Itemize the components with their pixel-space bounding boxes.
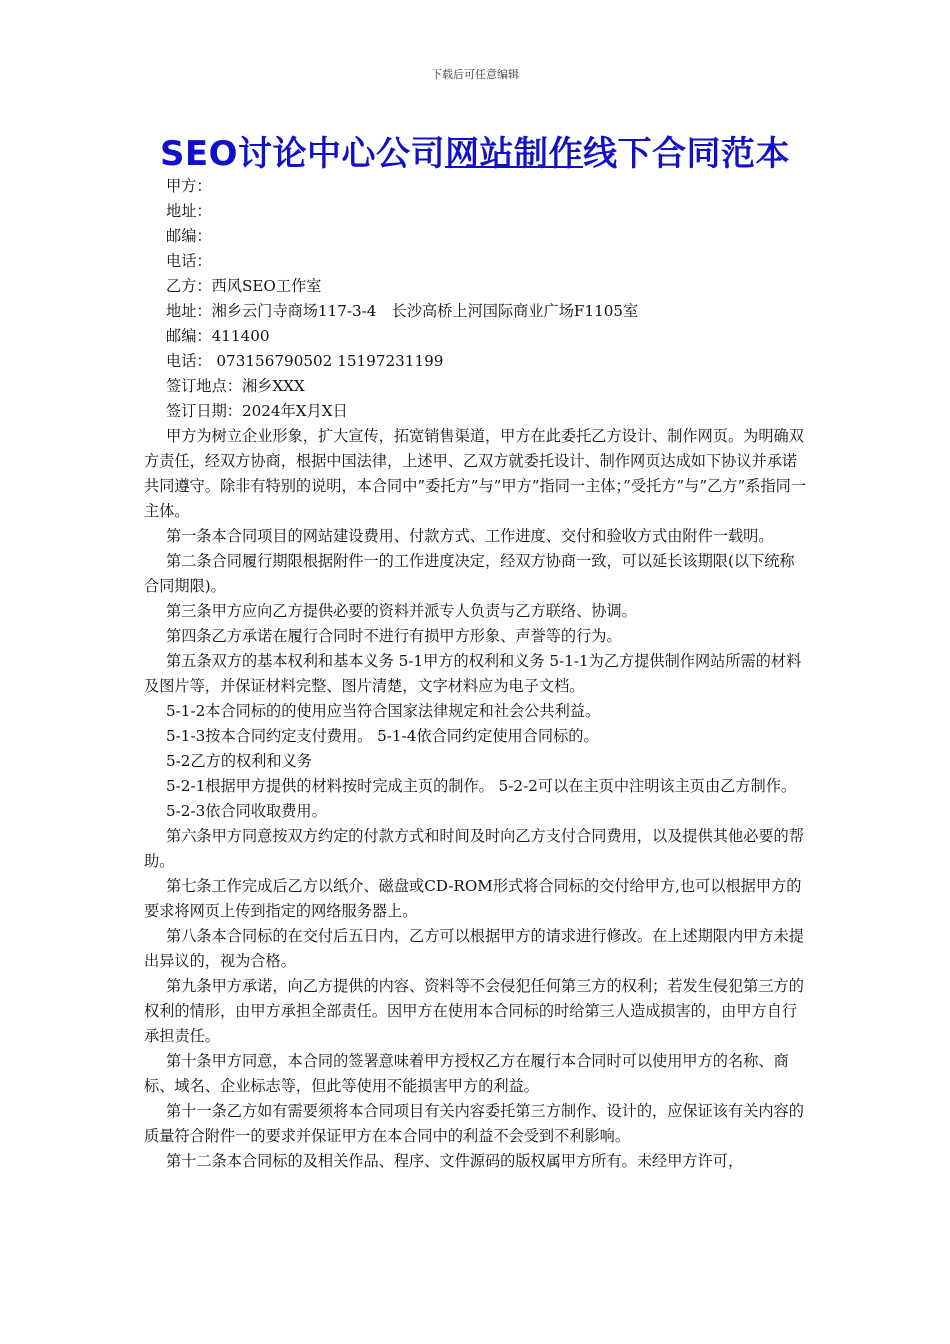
article-2: 第二条合同履行期限根据附件一的工作进度决定，经双方协商一致，可以延长该期限(以下统称合同期限)。 (144, 552, 795, 595)
article-7: 第七条工作完成后乙方以纸介、磁盘或CD-ROM形式将合同标的交付给甲方,也可以根据甲方的要求将网页上传到指定的网络服务器上。 (144, 877, 802, 920)
article-11: 第十一条乙方如有需要须将本合同项目有关内容委托第三方制作、设计的，应保证该有关内容的质量符合附件一的要求并保证甲方在本合同中的利益不会受到不利影响。 (144, 1102, 804, 1145)
article-5: 第五条双方的基本权利和基本义务 5-1甲方的权利和义务 5-1-1为乙方提供制作网站所需的材料及图片等，并保证材料完整、图片清楚，文字材料应为电子文档。 (144, 652, 802, 695)
clause-5-2-1: 5-2-1根据甲方提供的材料按时完成主页的制作。 5-2-2可以在主页中注明该主页由乙方制作。 (166, 777, 797, 795)
clause-5-2: 5-2乙方的权利和义务 (166, 752, 312, 770)
article-10: 第十条甲方同意，本合同的签署意味着甲方授权乙方在履行本合同时可以使用甲方的名称、商标、域名、企业标志等，但此等使用不能损害甲方的利益。 (144, 1052, 789, 1095)
header-note: 下载后可任意编辑 (431, 68, 519, 81)
party-b-name: 乙方：西风SEO工作室 (166, 277, 322, 295)
page-title (0, 126, 950, 175)
party-b-phone: 电话： 073156790502 15197231199 (166, 352, 444, 370)
party-b-address: 地址：湘乡云门寺商场117-3-4 长沙高桥上河国际商业广场F1105室 (166, 302, 639, 320)
article-6: 第六条甲方同意按双方约定的付款方式和时间及时向乙方支付合同费用，以及提供其他必要的帮助。 (144, 827, 804, 870)
party-b-postcode: 邮编：411400 (166, 327, 270, 345)
signing-date: 签订日期：2024年X月X日 (166, 402, 348, 420)
party-a-label: 甲方： (166, 177, 212, 195)
article-8: 第八条本合同标的在交付后五日内，乙方可以根据甲方的请求进行修改。在上述期限内甲方未提出异议的，视为合格。 (144, 927, 804, 970)
article-12: 第十二条本合同标的及相关作品、程序、文件源码的版权属甲方所有。未经甲方许可， (166, 1152, 744, 1170)
title-part-3: 线下合同范本 (583, 134, 791, 174)
article-9: 第九条甲方承诺，向乙方提供的内容、资料等不会侵犯任何第三方的权利；若发生侵犯第三方的权利的情形，由甲方承担全部责任。因甲方在使用本合同标的时给第三人造成损害的，由甲方自行承担责任。 (144, 977, 804, 1045)
article-1: 第一条本合同项目的网站建设费用、付款方式、工作进度、交付和验收方式由附件一载明。 (166, 527, 774, 545)
article-3: 第三条甲方应向乙方提供必要的资料并派专人负责与乙方联络、协调。 (166, 602, 637, 620)
clause-5-2-3: 5-2-3依合同收取费用。 (166, 802, 327, 820)
party-a-address: 地址： (166, 202, 212, 220)
title-link-website-making[interactable]: 网站制作 (445, 134, 584, 174)
party-a-phone: 电话： (166, 252, 212, 270)
contract-body (144, 174, 808, 1174)
clause-5-1-3: 5-1-3按本合同约定支付费用。 5-1-4依合同约定使用合同标的。 (166, 727, 599, 745)
intro-paragraph: 甲方为树立企业形象，扩大宣传，拓宽销售渠道，甲方在此委托乙方设计、制作网页。为明确双方责任，经双方协商，根据中国法律，上述甲、乙双方就委托设计、制作网页达成如下协议并承诺共同遵守。除非有特别的说明，本合同中”委托方”与”甲方”指同一主体；”受托方”与”乙方”系指同一主体。 (144, 427, 807, 520)
party-a-postcode: 邮编： (166, 227, 212, 245)
article-4: 第四条乙方承诺在履行合同时不进行有损甲方形象、声誉等的行为。 (166, 627, 622, 645)
title-part-1: SEO讨论中心公司 (159, 134, 446, 174)
clause-5-1-2: 5-1-2本合同标的的使用应当符合国家法律规定和社会公共利益。 (166, 702, 601, 720)
signing-place: 签订地点：湘乡XXX (166, 377, 305, 395)
